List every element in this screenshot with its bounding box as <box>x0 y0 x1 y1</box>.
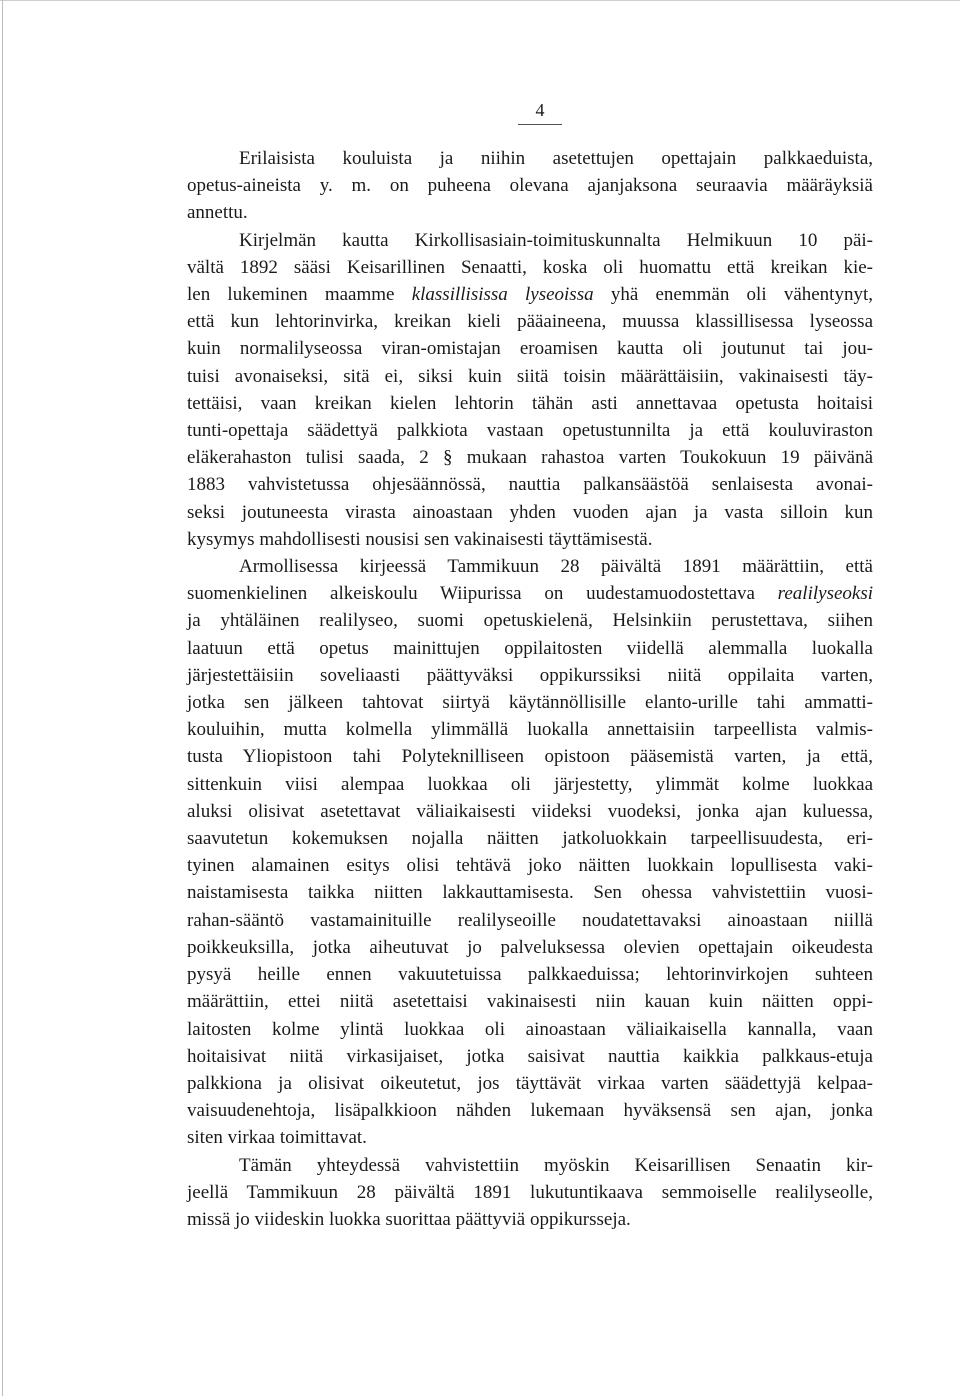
text-line: Erilaisista kouluista ja niihin asetettujen opettajain palkkaeduista, <box>239 148 873 169</box>
body-text <box>187 145 873 1233</box>
text-line: seksi joutuneesta virasta ainoastaan yhden vuoden ajan ja vasta silloin kun <box>187 501 873 523</box>
text-line: siten virkaa toimittavat. <box>187 1127 367 1149</box>
text-line: hoitaisivat niitä virkasijaiset, jotka saisivat nauttia kaikkia palkkaus-etuja <box>187 1045 873 1067</box>
text-line: vältä 1892 sääsi Keisarillinen Senaatti, koska oli huomattu että kreikan kie- <box>187 256 873 278</box>
text-line: naistamisesta taikka niitten lakkauttamisesta. Sen ohessa vahvistettiin vuosi- <box>187 882 873 904</box>
text-line: kouluihin, mutta kolmella ylimmällä luokalla annettaisiin tarpeellista valmis- <box>187 719 873 741</box>
text-line: jotka sen jälkeen tahtovat siirtyä käytännöllisille elanto-urille tahi ammatti- <box>187 692 873 714</box>
text-line: Tämän yhteydessä vahvistettiin myöskin Keisarillisen Senaatin kir- <box>239 1154 873 1176</box>
italic-term: klassillisissa lyseoissa <box>411 284 594 306</box>
text-line: määrättiin, ettei niitä asetettaisi vakinaisesti niin kauan kuin näitten oppi- <box>187 991 873 1013</box>
italic-term: realilyseoksi <box>777 583 873 605</box>
text-line: Armollisessa kirjeessä Tammikuun 28 päivältä 1891 määrättiin, että <box>239 556 873 578</box>
text-line: len lukeminen maamme klassillisissa lyseoissa yhä enemmän oli vähentynyt, <box>187 284 873 306</box>
text-line: saavutetun kokemuksen nojalla näitten jatkoluokkain tarpeellisuudesta, eri- <box>187 828 873 850</box>
text-line: ja yhtäläinen realilyseo, suomi opetuskielenä, Helsinkiin perustettava, siihen <box>187 610 873 632</box>
text-line: sittenkuin viisi alempaa luokkaa oli järjestetty, ylimmät kolme luokkaa <box>187 773 873 795</box>
paragraph <box>187 1152 873 1234</box>
text-line: laitosten kolme ylintä luokkaa oli ainoastaan väliaikaisella kannalla, vaan <box>187 1018 873 1040</box>
text-line: tunti-opettaja säädettyä palkkiota vastaan opetustunnilta ja että kouluviraston <box>187 420 873 442</box>
text-line: rahan-sääntö vastamainituille realilyseoille noudatettavaksi ainoastaan niillä <box>187 909 873 931</box>
text-line: aluksi olisivat asetettavat väliaikaisesti viideksi vuodeksi, jonka ajan kuluessa, <box>187 800 873 822</box>
text-line: suomenkielinen alkeiskoulu Wiipurissa on uudestamuodostettava realilyseoksi <box>187 583 873 605</box>
paragraph <box>187 553 873 1151</box>
paragraph <box>187 227 873 553</box>
scan-edge-top <box>0 0 960 1</box>
text-line: kuin normalilyseossa viran-omistajan eroamisen kautta oli joutunut tai jou- <box>187 338 873 360</box>
text-line: missä jo viideskin luokka suorittaa päättyviä oppikursseja. <box>187 1208 631 1230</box>
paragraph <box>187 145 873 227</box>
text-line: jeellä Tammikuun 28 päivältä 1891 lukutuntikaava semmoiselle realilyseolle, <box>187 1181 873 1203</box>
text-line: opetus-aineista y. m. on puheena olevana ajanjaksona seuraavia määräyksiä <box>187 175 873 197</box>
text-line: 1883 vahvistetussa ohjesäännössä, nauttia palkansäästöä senlaisesta avonai- <box>187 474 873 496</box>
text-line: tuisi avonaiseksi, sitä ei, siksi kuin siitä toisin määrättäisiin, vakinaisesti täy- <box>187 365 873 387</box>
text-line: että kun lehtorinvirka, kreikan kieli pääaineena, muussa klassillisessa lyseossa <box>187 311 873 333</box>
text-line: annettu. <box>187 202 248 224</box>
page-number: 4 <box>518 100 562 125</box>
text-line: tusta Yliopistoon tahi Polyteknilliseen opistoon pääsemistä varten, ja että, <box>187 746 873 768</box>
text-line: järjestettäisiin soveliaasti päättyväksi oppikurssiksi niitä oppilaita varten, <box>187 664 873 686</box>
text-line: palkkiona ja olisivat oikeutetut, jos täyttävät virkaa varten säädettyjä kelpaa- <box>187 1072 873 1094</box>
text-line: poikkeuksilla, jotka aiheutuvat jo palveluksessa olevien opettajain oikeudesta <box>187 936 873 958</box>
text-line: kysymys mahdollisesti nousisi sen vakinaisesti täyttämisestä. <box>187 528 653 550</box>
text-line: Kirjelmän kautta Kirkollisasiain-toimituskunnalta Helmikuun 10 päi- <box>239 229 873 251</box>
text-line: tettäisi, vaan kreikan kielen lehtorin tähän asti annettavaa opetusta hoitaisi <box>187 392 873 414</box>
text-line: tyinen alamainen esitys olisi tehtävä joko näitten luokkain lopullisesta vaki- <box>187 855 873 877</box>
text-line: laatuun että opetus mainittujen oppilaitosten viidellä alemmalla luokalla <box>187 637 873 659</box>
text-line: vaisuudenehtoja, lisäpalkkioon nähden lukemaan hyväksensä sen ajan, jonka <box>187 1100 873 1122</box>
scan-edge-left <box>2 0 3 1396</box>
text-line: pysyä heille ennen vakuutetuissa palkkaeduissa; lehtorinvirkojen suhteen <box>187 964 873 986</box>
text-line: eläkerahaston tulisi saada, 2 § mukaan rahastoa varten Toukokuun 19 päivänä <box>187 447 873 469</box>
